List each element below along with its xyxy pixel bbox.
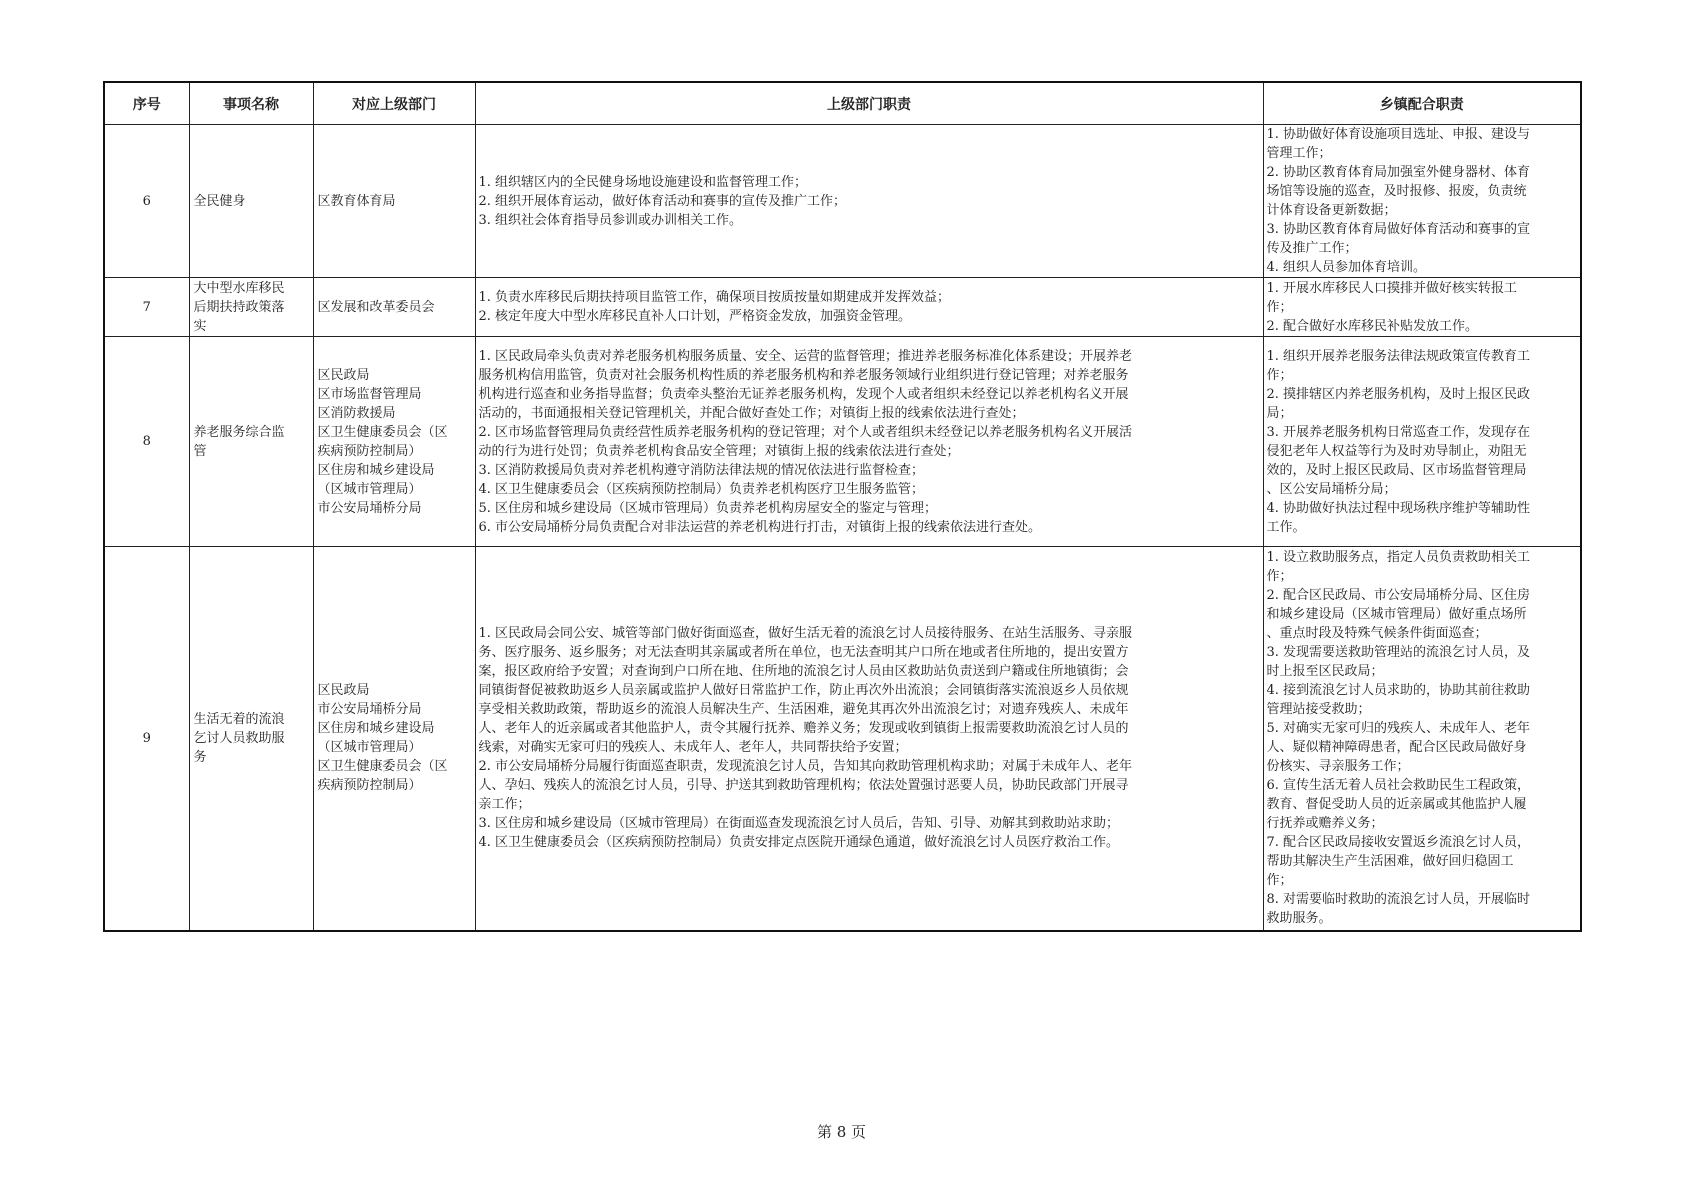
superior-duty [475, 547, 1263, 931]
row-number: 8 [104, 337, 189, 547]
text-line: 实 [193, 318, 207, 334]
department [313, 278, 475, 337]
text-line: 机构进行巡查和业务指导监督；负责牵头整治无证养老服务机构，发现个人或者组织未经登记以养老机构名义开展 [478, 386, 1129, 402]
text-line: 全民健身 [193, 193, 246, 209]
text-line: 1. 负责水库移民后期扶持项目监管工作，确保项目按质按量如期建成并发挥效益； [478, 290, 951, 305]
page-number: 第 8 页 [816, 1123, 867, 1141]
text-line: 3. 组织社会体育指导员参训或办训相关工作。 [478, 212, 743, 228]
text-line: 区民政局 [317, 367, 370, 383]
department [313, 337, 475, 547]
text-line: 6. 宣传生活无着人员社会救助民生工程政策， [1266, 778, 1531, 794]
text-line: 4. 区卫生健康委员会（区疾病预防控制局）负责养老机构医疗卫生服务监管； [478, 481, 925, 497]
text-line: 场馆等设施的巡查，及时报修、报废，负责统 [1266, 184, 1527, 199]
superior-duty [475, 125, 1263, 278]
text-line: 务 [193, 749, 207, 765]
text-line: （区城市管理局） [317, 740, 422, 756]
text-line: 3. 开展养老服务机构日常巡查工作，发现存在 [1266, 424, 1531, 440]
text-line: 5. 对确实无家可归的残疾人、未成年人、老年 [1266, 721, 1531, 737]
text-line: 6. 市公安局埇桥分局负责配合对非法运营的养老机构进行打击，对镇街上报的线索依法进行查处。 [478, 519, 1042, 535]
text-line: 务、医疗服务、返乡服务；对无法查明其亲属或者所在单位，也无法查明其户口所在地或者住所地的，提出安置方 [478, 645, 1129, 661]
text-line: 案，报区政府给予安置；对查询到户口所在地、住所地的流浪乞讨人员由区救助站负责送到户籍或住所地镇街；会 [478, 664, 1129, 680]
text-line: 7. 配合区民政局接收安置返乡流浪乞讨人员， [1266, 835, 1531, 851]
text-line: 3. 区住房和城乡建设局（区城市管理局）在街面巡查发现流浪乞讨人员后，告知、引导、劝解其到救助站求助； [478, 816, 1120, 832]
text-line: 1. 组织开展养老服务法律法规政策宣传教育工 [1266, 348, 1531, 364]
text-line: 2. 核定年度大中型水库移民直补人口计划，严格资金发放，加强资金管理。 [478, 309, 912, 324]
row-number: 7 [104, 278, 189, 337]
text-line: 享受相关救助政策，帮助返乡的流浪人员解决生产、生活困难，避免其再次外出流浪乞讨；对遗弃残疾人、未成年 [478, 702, 1129, 718]
text-line: 5. 区住房和城乡建设局（区城市管理局）负责养老机构房屋安全的鉴定与管理； [478, 500, 938, 516]
text-line: 区教育体育局 [317, 193, 396, 209]
text-line: 作； [1266, 299, 1293, 315]
text-line: 管理站接受救助； [1266, 702, 1371, 718]
text-line: 2. 配合做好水库移民补贴发放工作。 [1266, 318, 1479, 334]
text-line: 救助服务。 [1266, 911, 1332, 927]
text-line: 4. 区卫生健康委员会（区疾病预防控制局）负责安排定点医院开通绿色通道，做好流浪乞讨人员医疗救治工作。 [478, 835, 1120, 851]
superior-duty [475, 278, 1263, 337]
text-line: 4. 组织人员参加体育培训。 [1266, 260, 1427, 275]
text-line: 、重点时段及特殊气候条件街面巡查； [1266, 626, 1488, 642]
text-line: 区住房和城乡建设局 [317, 721, 435, 737]
text-line: 区卫生健康委员会（区 [317, 759, 448, 775]
text-line: 2. 摸排辖区内养老服务机构，及时上报区民政 [1266, 386, 1531, 402]
text-line: 2. 市公安局埇桥分局履行街面巡查职责，发现流浪乞讨人员，告知其向救助管理机构求助；对属于未成年人、老年 [478, 759, 1133, 775]
text-line: 2. 区市场监督管理局负责经营性质养老服务机构的登记管理；对个人或者组织未经登记以养老服务机构名义开展活 [478, 424, 1133, 440]
town-duty [1263, 125, 1581, 278]
item-name [189, 125, 313, 278]
text-line: 作； [1266, 367, 1293, 383]
header-duty: 上级部门职责 [475, 82, 1263, 125]
text-line: 疾病预防控制局） [317, 778, 422, 794]
text-line: 2. 协助区教育体育局加强室外健身器材、体育 [1266, 165, 1531, 180]
row-number: 9 [104, 547, 189, 931]
text-line: 2. 配合区民政局、市公安局埇桥分局、区住房 [1266, 588, 1531, 604]
text-line: 教育、督促受助人员的近亲属或其他监护人履 [1266, 797, 1527, 813]
text-line: 4. 协助做好执法过程中现场秩序维护等辅助性 [1266, 500, 1531, 516]
table-row [104, 125, 1581, 278]
department [313, 125, 475, 278]
header-town: 乡镇配合职责 [1263, 82, 1581, 125]
text-line: 、区公安局埇桥分局； [1266, 481, 1397, 497]
text-line: 疾病预防控制局） [317, 443, 422, 459]
text-line: 侵犯老年人权益等行为及时劝导制止，劝阻无 [1266, 443, 1527, 459]
text-line: 和城乡建设局（区城市管理局）做好重点场所 [1266, 607, 1527, 623]
text-line: 区民政局 [317, 683, 370, 699]
text-line: 局； [1266, 405, 1293, 421]
responsibility-table [103, 81, 1582, 932]
text-line: 人、孕妇、残疾人的流浪乞讨人员，引导、护送其到救助管理机构；依法处置强讨恶要人员，协助民政部门开展寻 [478, 778, 1129, 794]
text-line: 线索，对确实无家可归的残疾人、未成年人、老年人，共同帮扶给予安置； [478, 740, 908, 756]
text-line: 时上报至区民政局； [1266, 664, 1384, 680]
town-duty [1263, 337, 1581, 547]
text-line: 区住房和城乡建设局 [317, 462, 435, 478]
text-line: 1. 区民政局牵头负责对养老服务机构服务质量、安全、运营的监督管理；推进养老服务标准化体系建设；开展养老 [478, 348, 1133, 364]
text-line: 同镇街督促被救助返乡人员亲属或监护人做好日常监护工作，防止再次外出流浪；会同镇街落实流浪返乡人员依规 [478, 683, 1129, 699]
text-line: 区发展和改革委员会 [317, 299, 435, 315]
table-row [104, 547, 1581, 931]
text-line: 亲工作； [478, 797, 531, 813]
text-line: 行抚养或赡养义务； [1266, 816, 1384, 832]
town-duty [1263, 278, 1581, 337]
item-name [189, 278, 313, 337]
row-number: 6 [104, 125, 189, 278]
text-line: 1. 区民政局会同公安、城管等部门做好街面巡查，做好生活无着的流浪乞讨人员接待服务、在站生活服务、寻亲服 [478, 626, 1133, 642]
text-line: 生活无着的流浪 [193, 711, 285, 727]
text-line: 8. 对需要临时救助的流浪乞讨人员，开展临时 [1266, 892, 1531, 908]
text-line: （区城市管理局） [317, 481, 422, 497]
header-no: 序号 [104, 82, 189, 125]
text-line: 1. 设立救助服务点，指定人员负责救助相关工 [1266, 550, 1531, 566]
table-row [104, 337, 1581, 547]
text-line: 人、老年人的近亲属或者其他监护人，责令其履行抚养、赡养义务；发现或收到镇街上报需要救助流浪乞讨人员的 [478, 721, 1129, 737]
text-line: 1. 开展水库移民人口摸排并做好核实转报工 [1266, 280, 1518, 296]
text-line: 3. 区消防救援局负责对养老机构遵守消防法律法规的情况依法进行监督检查； [478, 462, 925, 478]
text-line: 大中型水库移民 [193, 280, 285, 296]
text-line: 份核实、寻亲服务工作； [1266, 759, 1410, 775]
text-line: 动的行为进行处罚；负责养老机构食品安全管理；对镇街上报的线索依法进行查处； [478, 443, 960, 459]
text-line: 1. 组织辖区内的全民健身场地设施建设和监督管理工作； [478, 174, 808, 190]
text-line: 帮助其解决生产生活困难，做好回归稳固工 [1266, 854, 1514, 870]
item-name [189, 337, 313, 547]
text-line: 市公安局埇桥分局 [317, 500, 422, 516]
text-line: 乞讨人员救助服 [193, 730, 285, 746]
header-dept: 对应上级部门 [313, 82, 475, 125]
text-line: 工作。 [1266, 519, 1306, 535]
text-line: 人、疑似精神障碍患者，配合区民政局做好身 [1266, 740, 1527, 756]
text-line: 2. 组织开展体育运动，做好体育活动和赛事的宣传及推广工作； [478, 193, 847, 209]
text-line: 活动的，书面通报相关登记管理机关，并配合做好查处工作；对镇街上报的线索依法进行查处； [478, 405, 1025, 421]
text-line: 效的，及时上报区民政局、区市场监督管理局 [1266, 462, 1527, 478]
text-line: 市公安局埇桥分局 [317, 702, 422, 718]
text-line: 服务机构信用监管，负责对社会服务机构性质的养老服务机构和养老服务领域行业组织进行登记管理；对养老服务 [478, 367, 1129, 383]
text-line: 区消防救援局 [317, 405, 396, 421]
table-header-row [104, 82, 1581, 125]
text-line: 3. 发现需要送救助管理站的流浪乞讨人员，及 [1266, 645, 1531, 661]
text-line: 区卫生健康委员会（区 [317, 424, 448, 440]
superior-duty [475, 337, 1263, 547]
text-line: 计体育设备更新数据； [1266, 203, 1397, 218]
text-line: 管理工作； [1266, 146, 1332, 161]
text-line: 3. 协助区教育体育局做好体育活动和赛事的宣 [1266, 222, 1531, 237]
item-name [189, 547, 313, 931]
text-line: 作； [1266, 569, 1293, 585]
text-line: 养老服务综合监 [193, 424, 285, 440]
header-name: 事项名称 [189, 82, 313, 125]
department [313, 547, 475, 931]
text-line: 作； [1266, 873, 1293, 889]
text-line: 区市场监督管理局 [317, 386, 422, 402]
table-row [104, 278, 1581, 337]
text-line: 1. 协助做好体育设施项目选址、申报、建设与 [1266, 127, 1531, 142]
town-duty [1263, 547, 1581, 931]
text-line: 管 [193, 443, 207, 459]
text-line: 传及推广工作； [1266, 241, 1358, 256]
text-line: 后期扶持政策落 [193, 299, 285, 315]
text-line: 4. 接到流浪乞讨人员求助的，协助其前往救助 [1266, 683, 1531, 699]
